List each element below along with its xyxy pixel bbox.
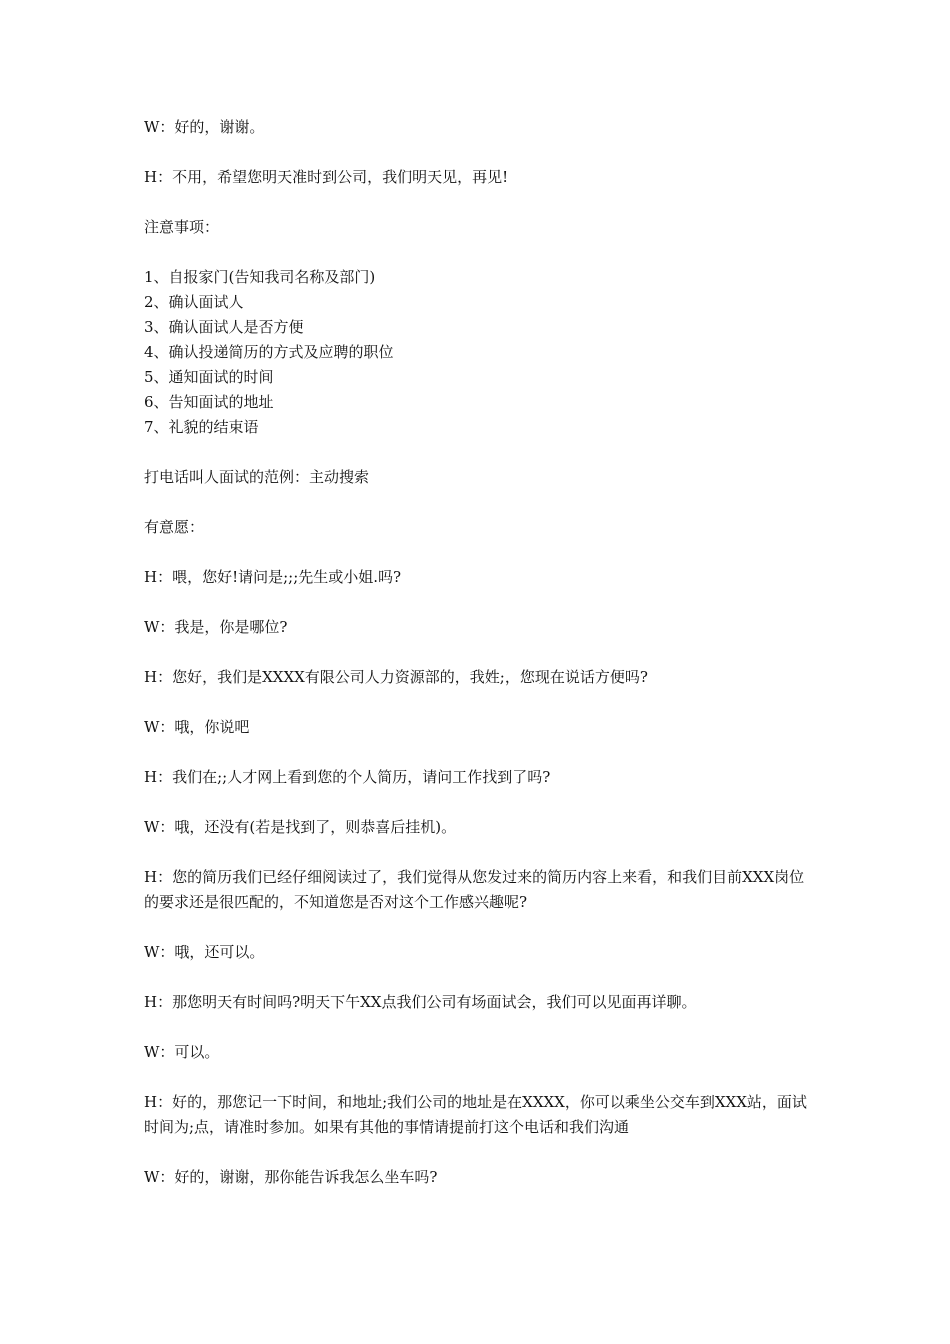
dialogue-line: H：好的，那您记一下时间，和地址;我们公司的地址是在XXXX，你可以乘坐公交车到XXX站，面试时间为;点，请准时参加。如果有其他的事情请提前打这个电话和我们沟通: [144, 1093, 807, 1136]
dialogue-line: H：我们在;;人才网上看到您的个人简历，请问工作找到了吗?: [144, 768, 551, 786]
dialogue-line: H：不用，希望您明天准时到公司，我们明天见，再见!: [144, 168, 509, 186]
section-heading: 有意愿：: [144, 518, 205, 536]
dialogue-line: W：哦，还可以。: [144, 943, 265, 961]
list-item: 5、通知面试的时间: [144, 368, 274, 386]
dialogue-line: W：好的，谢谢，那你能告诉我怎么坐车吗?: [144, 1168, 438, 1186]
notes-list: [144, 265, 814, 440]
dialogue-line: H：那您明天有时间吗?明天下午XX点我们公司有场面试会，我们可以见面再详聊。: [144, 993, 697, 1011]
list-item: 7、礼貌的结束语: [144, 418, 259, 436]
list-item: 4、确认投递简历的方式及应聘的职位: [144, 343, 394, 361]
dialogue-line: W：哦，还没有(若是找到了，则恭喜后挂机)。: [144, 818, 457, 836]
dialogue-line: W：好的，谢谢。: [144, 118, 265, 136]
list-item: 1、自报家门(告知我司名称及部门): [144, 268, 376, 286]
dialogue-line: H：您好，我们是XXXX有限公司人力资源部的，我姓;，您现在说话方便吗?: [144, 668, 648, 686]
document-page: [144, 115, 814, 1215]
dialogue-line: W：可以。: [144, 1043, 220, 1061]
list-item: 2、确认面试人: [144, 293, 244, 311]
section-heading: 注意事项：: [144, 218, 220, 236]
dialogue-line: H：您的简历我们已经仔细阅读过了，我们觉得从您发过来的简历内容上来看，和我们目前XXX岗位的要求还是很匹配的，不知道您是否对这个工作感兴趣呢?: [144, 868, 805, 911]
section-heading: 打电话叫人面试的范例：主动搜索: [144, 468, 370, 486]
dialogue-line: W：哦，你说吧: [144, 718, 250, 736]
list-item: 3、确认面试人是否方便: [144, 318, 304, 336]
dialogue-line: W：我是，你是哪位?: [144, 618, 288, 636]
dialogue-line: H：喂，您好!请问是;;;先生或小姐.吗?: [144, 568, 402, 586]
list-item: 6、告知面试的地址: [144, 393, 274, 411]
